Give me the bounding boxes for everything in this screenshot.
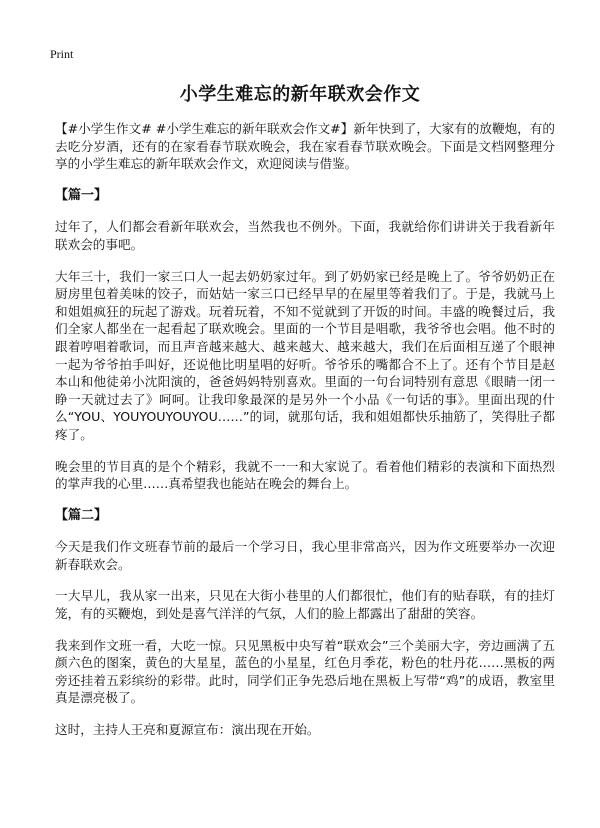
- section-heading-1: 【篇一】: [55, 187, 108, 203]
- section-heading-2: 【篇二】: [55, 507, 108, 523]
- section-2-paragraph-2: 一大早儿，我从家一出来，只见在大街小巷里的人们都很忙，他们有的贴春联，有的挂灯笼，有的买鞭炮，到处是喜气洋洋的气氛，人们的脸上都露出了甜甜的笑容。: [55, 588, 555, 622]
- section-2-paragraph-1: 今天是我们作文班春节前的最后一个学习日，我心里非常高兴，因为作文班要举办一次迎新春联欢会。: [55, 539, 555, 572]
- section-1-paragraph-3: 晚会里的节目真的是个个精彩，我就不一一和大家说了。看着他们精彩的表演和下面热烈的掌声我的心里……真希望我也能站在晚会的舞台上。: [55, 458, 555, 492]
- intro-tag: 【#小学生作文# #小学生难忘的新年联欢会作文#】: [55, 121, 354, 136]
- section-2-paragraph-4: 这时，主持人王亮和夏源宣布：演出现在开始。: [55, 722, 320, 738]
- section-1-paragraph-2: 大年三十，我们一家三口人一起去奶奶家过年。到了奶奶家已经是晚上了。爷爷奶奶正在厨房里包着美味的饺子，而姑姑一家三口已经早早的在屋里等着我们了。于是，我就马上和姐姐疯狂的玩起了游戏。玩着玩着，不知不觉就到了开饭的时间。丰盛的晚餐过后，我们全家人都坐在一起看起了联欢晚会。里面的一个节目是唱歌，我爷爷也会唱。他不时的跟着哼唱着歌词，而且声音越来越大、越来越大、越来越大，我们在后面相互递了个眼神一起为爷爷拍手叫好，还说他比明星唱的好听。爷爷乐的嘴都合不上了。还有个节目是赵本山和他徒弟小沈阳演的，爸爸妈妈特别喜欢。里面的一句台词特别有意思《眼睛一闭一睁一天就过去了》呵呵。让我印象最深的是另外一个小品《一句话的事》。里面出现的什么“YOU、YOUYOUYOUYOU……”的词，就那句话，我和姐姐都快乐抽筋了，笑得肚子都疼了。: [55, 268, 555, 442]
- article-body: [55, 120, 555, 753]
- section-1-paragraph-1: 过年了，人们都会看新年联欢会，当然我也不例外。下面，我就给你们讲讲关于我看新年联欢会的事吧。: [55, 219, 555, 252]
- intro-text: 新年快到了，大家有的放鞭炮，有的去吃分岁酒，还有的在家看春节联欢晚会，我在家看春节联欢晚会。下面是文档网整理分享的小学生难忘的新年联欢会作文，欢迎阅读与借鉴。: [55, 121, 556, 172]
- intro-paragraph: [55, 120, 555, 173]
- page-title: 小学生难忘的新年联欢会作文: [179, 84, 421, 105]
- section-2-paragraph-3: 我来到作文班一看，大吃一惊。只见黑板中央写着“联欢会”三个美丽大字，旁边画满了五颜六色的图案，黄色的大星星，蓝色的小星星，红色月季花，粉色的牡丹花……黑板的两旁还挂着五彩缤纷的彩带。此时，同学们正争先恐后地在黑板上写带“鸡”的成语，教室里真是漂亮极了。: [55, 637, 555, 706]
- print-link[interactable]: Print: [50, 47, 74, 61]
